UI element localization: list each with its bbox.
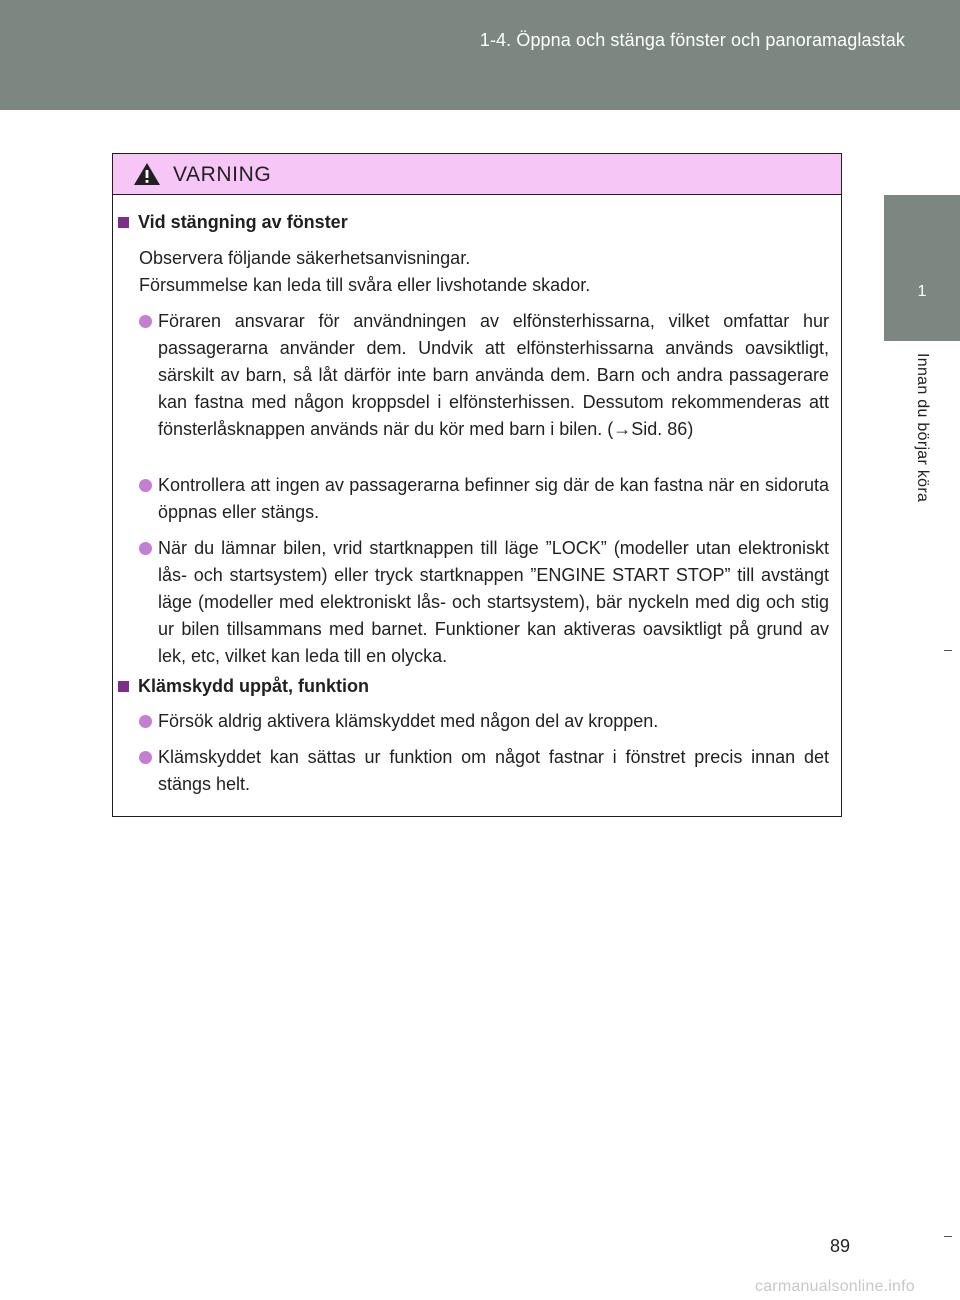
bullet-text: Föraren ansvarar för användningen av elfönsterhissarna, vilket omfattar hur passagerarna använder dem. Undvik att elfönsterhissarna används oavsiktligt, särskilt av barn, så låt därför inte barn använda dem. Barn och andra passagerare kan fastna med någon kroppsdel i elfönsterhissen. Dessutom rekommenderas att fönsterlåsknappen används när du kör med barn i bilen. (→Sid. 86) bbox=[158, 311, 829, 439]
bullet-dot-icon bbox=[139, 751, 152, 764]
chapter-title: Innan du börjar köra bbox=[914, 353, 931, 503]
warning-triangle-icon bbox=[133, 162, 161, 186]
square-bullet-icon bbox=[118, 681, 129, 692]
chapter-number: 1 bbox=[917, 283, 927, 300]
bullet-text: Kontrollera att ingen av passagerarna befinner sig där de kan fastna när en sidoruta öppnas eller stängs. bbox=[158, 475, 829, 522]
chapter-side-tab bbox=[884, 110, 960, 1300]
warning-header bbox=[113, 154, 841, 195]
crop-mark bbox=[944, 1236, 952, 1237]
heading-text: Vid stängning av fönster bbox=[138, 212, 348, 232]
header-bar bbox=[0, 0, 960, 110]
bullet-text: Försök aldrig aktivera klämskyddet med någon del av kroppen. bbox=[158, 711, 659, 731]
bullet-item bbox=[139, 535, 829, 670]
chapter-title-block bbox=[884, 341, 960, 626]
warning-title: VARNING bbox=[173, 163, 272, 186]
bullet-item bbox=[139, 472, 829, 526]
intro-text: Observera följande säkerhetsanvisningar. bbox=[139, 248, 471, 268]
bullet-text: Klämskyddet kan sättas ur funktion om något fastnar i fönstret precis innan det stängs helt. bbox=[158, 747, 829, 794]
bullet-dot-icon bbox=[139, 715, 152, 728]
bullet-item bbox=[139, 744, 829, 798]
bullet-dot-icon bbox=[139, 479, 152, 492]
intro-text: Försummelse kan leda till svåra eller livshotande skador. bbox=[139, 275, 591, 295]
square-bullet-icon bbox=[118, 217, 129, 228]
bullet-item bbox=[139, 308, 829, 443]
warning-box bbox=[112, 153, 842, 817]
crop-mark bbox=[944, 650, 952, 651]
bullet-dot-icon bbox=[139, 542, 152, 555]
bullet-text: När du lämnar bilen, vrid startknappen till läge ”LOCK” (modeller utan elektroniskt lås- och startsystem) eller tryck startknappen ”ENGINE START STOP” till avstängt läge (modeller med elektroniskt lås- och startsystem), bär nyckeln med dig och stig ur bilen tillsammans med barnet. Funktioner kan aktiveras oavsiktligt på grund av lek, etc, vilket kan leda till en olycka. bbox=[158, 538, 829, 666]
heading-text: Klämskydd uppåt, funktion bbox=[138, 676, 370, 696]
section-heading bbox=[118, 212, 348, 233]
watermark: carmanualsonline.info bbox=[755, 1278, 915, 1295]
section-heading bbox=[118, 676, 369, 697]
page-number: 89 bbox=[830, 1236, 851, 1256]
bullet-item bbox=[139, 708, 829, 735]
bullet-dot-icon bbox=[139, 315, 152, 328]
section-title: 1-4. Öppna och stänga fönster och panoramaglastak bbox=[479, 30, 905, 50]
chapter-number-block bbox=[884, 195, 960, 341]
